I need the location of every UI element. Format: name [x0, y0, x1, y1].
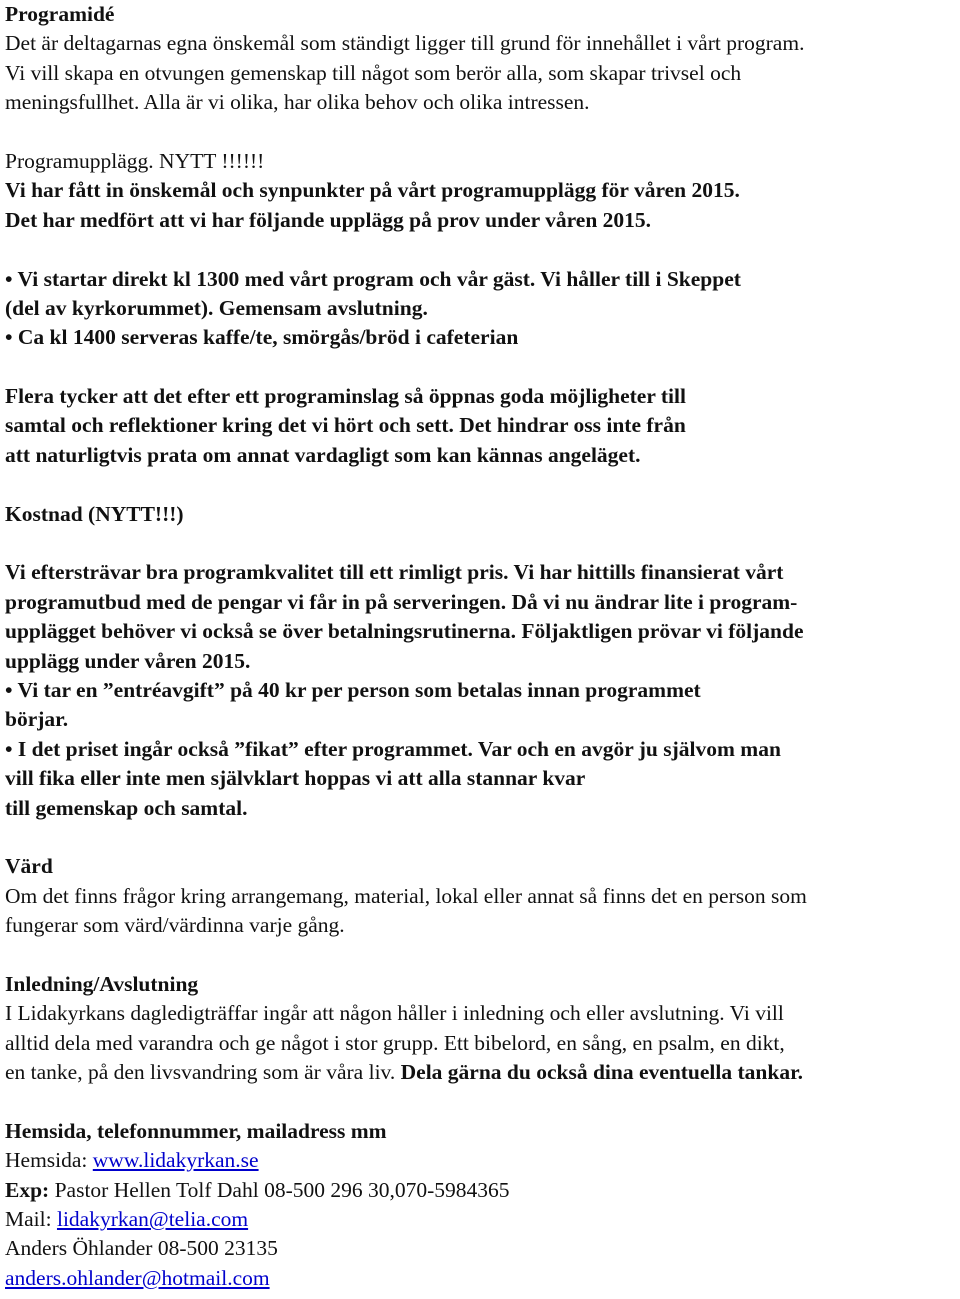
text-line: Vi eftersträvar bra programkvalitet till ett rimligt pris. Vi har hittills finansierat vårt — [5, 560, 784, 585]
text-line: Vi vill skapa en otvungen gemenskap till något som berör alla, som skapar trivsel och — [5, 60, 742, 85]
heading-programide: Programidé — [5, 2, 115, 26]
exp-label: Exp: — [5, 1177, 50, 1202]
text-line: meningsfullhet. Alla är vi olika, har olika behov och olika intressen. — [5, 90, 590, 115]
anders-mail-line — [5, 1264, 955, 1293]
heading-programupplagg: Programupplägg. NYTT !!!!!! — [5, 148, 265, 173]
heading-kostnad: Kostnad (NYTT!!!) — [5, 501, 184, 526]
text-line: upplägget behöver vi också se över betalningsrutinerna. Följaktligen prövar vi följande — [5, 619, 804, 644]
text-line: Vi har fått in önskemål och synpunkter på vårt programupplägg för våren 2015. — [5, 178, 740, 203]
text-line: samtal och reflektioner kring det vi hört och sett. Det hindrar oss inte från — [5, 413, 686, 438]
text-line: Flera tycker att det efter ett programinslag så öppnas goda möjligheter till — [5, 384, 686, 409]
anders-mail-link[interactable]: anders.ohlander@hotmail.com — [5, 1265, 270, 1290]
mail-link[interactable]: lidakyrkan@telia.com — [56, 1207, 249, 1232]
bullet-item-continued: börjar. — [5, 707, 69, 732]
bullet-item-continued: till gemenskap och samtal. — [5, 795, 248, 820]
text-line: I Lidakyrkans dagledigträffar ingår att någon håller i inledning och eller avslutning. Vi vill — [5, 1001, 784, 1026]
heading-kontakt: Hemsida, telefonnummer, mailadress mm — [5, 1118, 387, 1143]
text-line: fungerar som värd/värdinna varje gång. — [5, 913, 345, 938]
bullet-item-continued: (del av kyrkorummet). Gemensam avslutning. — [5, 295, 428, 320]
heading-vard: Värd — [5, 854, 53, 879]
exp-text: Pastor Hellen Tolf Dahl 08-500 296 30,070-5984365 — [49, 1177, 510, 1202]
text-line: upplägg under våren 2015. — [5, 648, 251, 673]
text-line: Om det finns frågor kring arrangemang, material, lokal eller annat så finns det en person som — [5, 883, 807, 908]
text-line — [5, 1058, 955, 1087]
bullet-item: • Vi tar en ”entréavgift” på 40 kr per person som betalas innan programmet — [5, 677, 701, 702]
hemsida-link[interactable]: www.lidakyrkan.se — [92, 1148, 259, 1173]
mail-line — [5, 1205, 955, 1234]
bullet-item: • Ca kl 1400 serveras kaffe/te, smörgås/bröd i cafeterian — [5, 325, 519, 350]
text-line: Det har medfört att vi har följande upplägg på prov under våren 2015. — [5, 207, 652, 232]
heading-inledning: Inledning/Avslutning — [5, 971, 199, 996]
exp-line — [5, 1176, 955, 1205]
mail-label: Mail: — [5, 1207, 57, 1232]
text-line: alltid dela med varandra och ge något i stor grupp. Ett bibelord, en sång, en psalm, en dikt, — [5, 1030, 785, 1055]
hemsida-line — [5, 1146, 955, 1175]
text-line: att naturligtvis prata om annat vardagligt som kan kännas angeläget. — [5, 442, 641, 467]
bullet-item-continued: vill fika eller inte men självklart hoppas vi att alla stannar kvar — [5, 766, 586, 791]
text-plain: en tanke, på den livsvandring som är våra liv. — [5, 1060, 401, 1085]
text-line: programutbud med de pengar vi får in på serveringen. Då vi nu ändrar lite i program- — [5, 589, 798, 614]
bullet-item: • Vi startar direkt kl 1300 med vårt program och vår gäst. Vi håller till i Skeppet — [5, 266, 741, 291]
anders-line: Anders Öhlander 08-500 23135 — [5, 1236, 278, 1261]
bullet-item: • I det priset ingår också ”fikat” efter programmet. Var och en avgör ju självom man — [5, 736, 781, 761]
text-line: Det är deltagarnas egna önskemål som ständigt ligger till grund för innehållet i vårt program. — [5, 31, 805, 56]
hemsida-label: Hemsida: — [5, 1148, 93, 1173]
text-emphasis: Dela gärna du också dina eventuella tankar. — [400, 1060, 804, 1085]
